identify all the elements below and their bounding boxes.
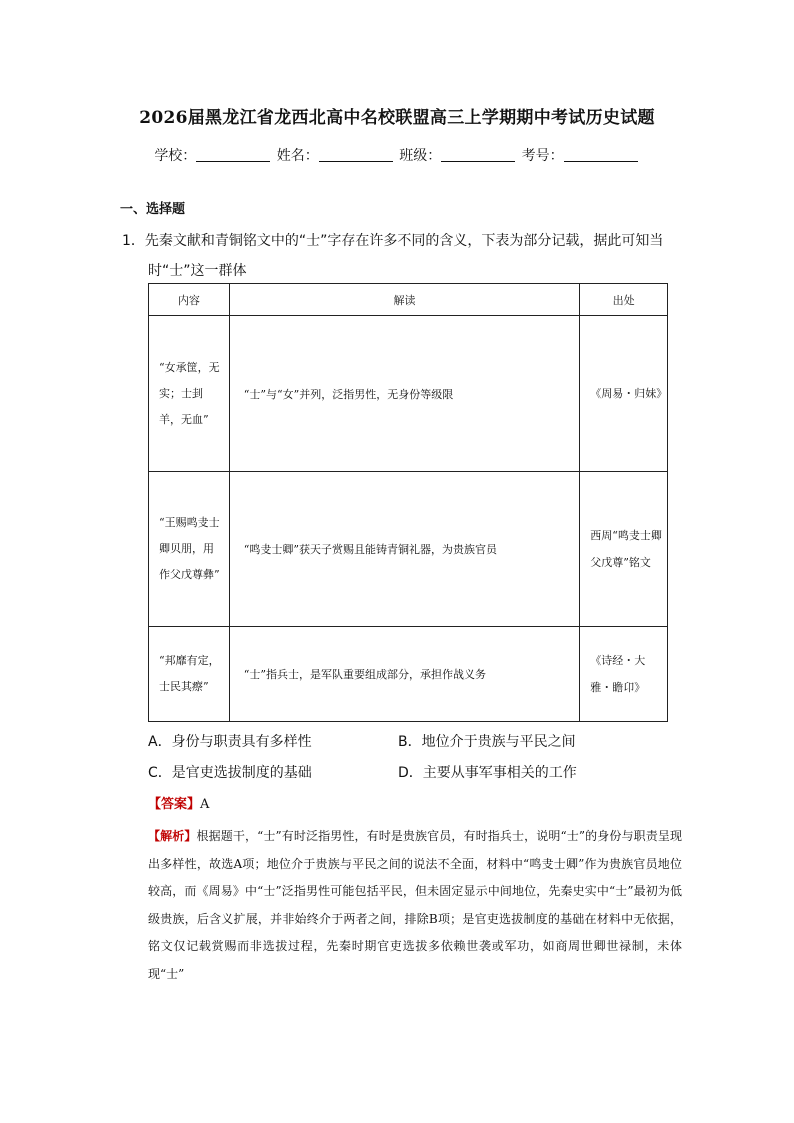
row2-reading: “鸣叏士卿”获天子赏赐且能铸青铜礼器，为贵族官员: [229, 472, 579, 627]
explanation-block: [148, 823, 682, 988]
header-reading: 解读: [229, 284, 579, 316]
option-d: D．主要从事军事相关的工作: [398, 765, 577, 781]
header-source: 出处: [580, 284, 668, 316]
class-label: 班级：: [399, 148, 442, 164]
option-c: C．是官吏选拔制度的基础: [148, 765, 312, 781]
answer-line: [148, 793, 209, 812]
name-label: 姓名：: [276, 148, 319, 164]
exam-number-blank: [564, 147, 638, 162]
answer-label: 【答案】: [148, 797, 201, 812]
table-row: [149, 316, 668, 472]
page-title: 2026届黑龙江省龙西北高中名校联盟高三上学期期中考试历史试题: [139, 108, 655, 128]
name-blank: [319, 147, 393, 162]
school-blank: [196, 147, 270, 162]
table-header-row: [149, 284, 668, 316]
row1-content: “女承筐，无实；士刲羊，无血”: [149, 316, 230, 472]
question-stem-line2: 时“士”这一群体: [148, 263, 247, 279]
table-row: [149, 472, 668, 627]
row3-source: 《诗经・大雅・瞻卬》: [580, 627, 668, 722]
table-row: [149, 627, 668, 722]
section-heading: 一、选择题: [120, 202, 186, 217]
row2-content: “王赐鸣叏士卿贝朋，用作父戊尊彝”: [149, 472, 230, 627]
row1-reading: “士”与“女”并列，泛指男性，无身份等级限: [229, 316, 579, 472]
row3-content: “邦靡有定，士民其瘵”: [149, 627, 230, 722]
explanation-label: 【解析】: [148, 829, 197, 843]
option-a: A．身份与职责具有多样性: [148, 734, 312, 750]
student-info-line: [0, 145, 794, 165]
answer-value: A: [200, 797, 210, 812]
school-label: 学校：: [154, 148, 197, 164]
class-blank: [441, 147, 515, 162]
header-content: 内容: [149, 284, 230, 316]
row1-source: 《周易・归妹》: [580, 316, 668, 472]
option-b: B．地位介于贵族与平民之间: [398, 734, 576, 750]
row3-reading: “士”指兵士，是军队重要组成部分，承担作战义务: [229, 627, 579, 722]
question-stem-line1: 1．先秦文献和青铜铭文中的“士”字存在许多不同的含义，下表为部分记载，据此可知当: [122, 233, 664, 249]
exam-number-label: 考号：: [521, 148, 564, 164]
source-table: [148, 283, 668, 722]
explanation-text: 根据题干，“士”有时泛指男性，有时是贵族官员，有时指兵士，说明“士”的身份与职责呈现出多样性，故选A项；地位介于贵族与平民之间的说法不全面，材料中“鸣叏士卿”作为贵族官员地位较高，而《周易》中“士”泛指男性可能包括平民，但未固定显示中间地位，先秦史实中“士”最初为低级贵族，后含义扩展，并非始终介于两者之间，排除B项；是官吏选拔制度的基础在材料中无依据，铭文仅记载赏赐而非选拔过程，先秦时期官吏选拔多依赖世袭或军功，如商周世卿世禄制，未体现“士”: [148, 829, 682, 981]
row2-source: 西周“鸣叏士卿父戊尊”铭文: [580, 472, 668, 627]
